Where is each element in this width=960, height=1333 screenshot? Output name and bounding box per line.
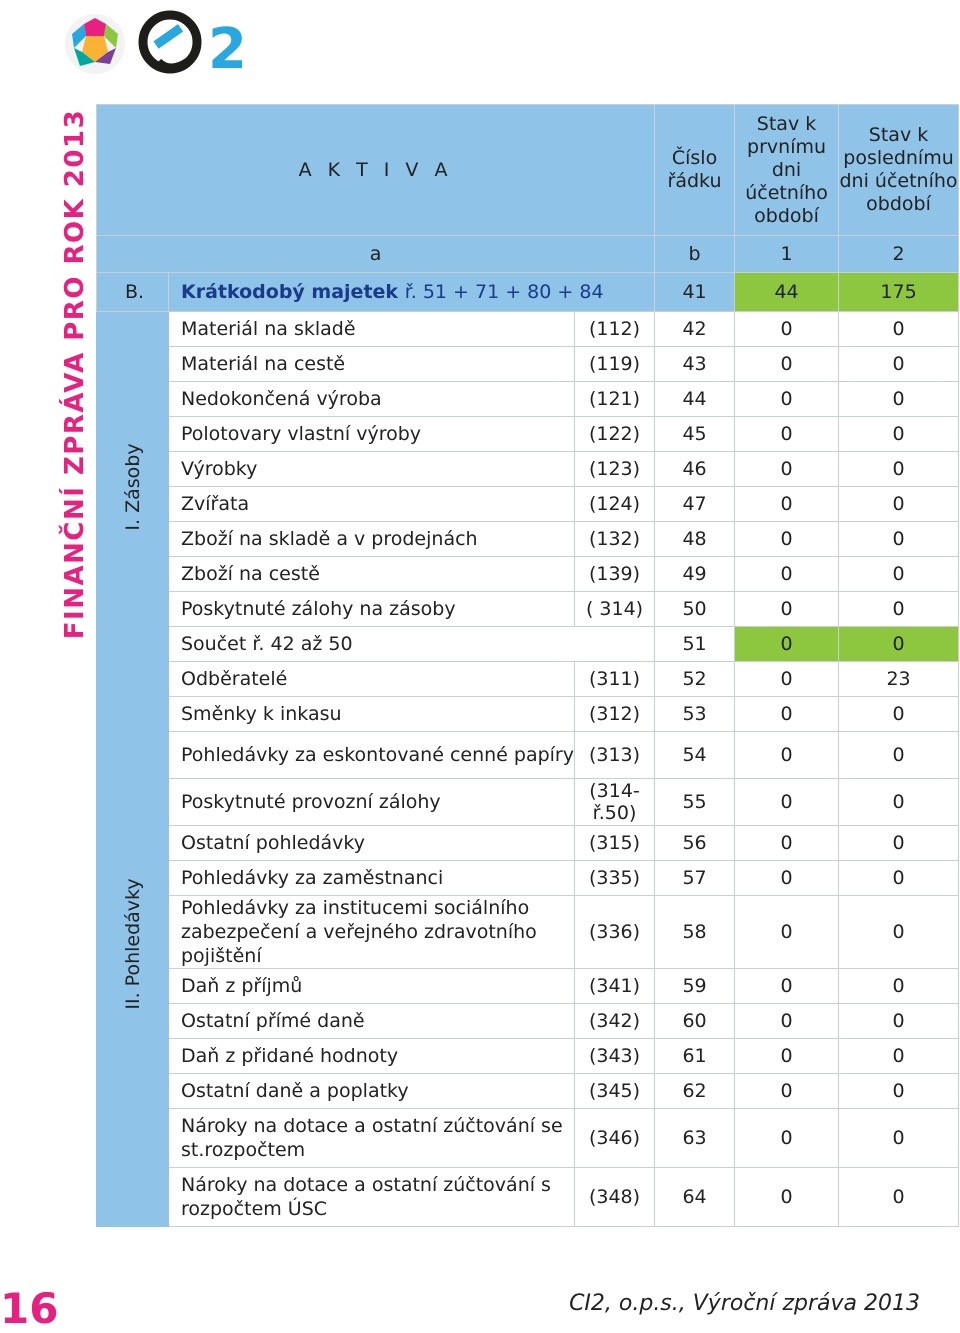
b-title-text: Krátkodobý majetek — [181, 281, 399, 303]
row-last: 0 — [839, 1074, 959, 1109]
footer-text: CI2, o.p.s., Výroční zpráva 2013 — [569, 1291, 920, 1316]
row-line: 47 — [655, 487, 735, 522]
row-last: 0 — [839, 417, 959, 452]
table-row — [97, 1039, 959, 1074]
row-first: 0 — [735, 1109, 839, 1168]
row-name: Ostatní daně a poplatky — [169, 1074, 575, 1109]
row-first: 0 — [735, 779, 839, 826]
aktiva-heading: A K T I V A — [97, 105, 655, 236]
table-row — [97, 861, 959, 896]
row-first: 0 — [735, 1004, 839, 1039]
row-first: 0 — [735, 592, 839, 627]
row-last: 0 — [839, 382, 959, 417]
page-number: 16 — [0, 1284, 59, 1333]
b-first: 44 — [735, 273, 839, 312]
row-first: 0 — [735, 627, 839, 662]
row-line: 50 — [655, 592, 735, 627]
col-line-heading: Číslo řádku — [655, 105, 735, 236]
table-row — [97, 1168, 959, 1227]
row-first: 0 — [735, 382, 839, 417]
svg-text:2: 2 — [208, 17, 247, 82]
row-last: 0 — [839, 861, 959, 896]
row-name: Nedokončená výroba — [169, 382, 575, 417]
sub-2: 2 — [839, 236, 959, 273]
row-first: 0 — [735, 826, 839, 861]
row-code: (312) — [575, 697, 655, 732]
row-code: (343) — [575, 1039, 655, 1074]
row-first: 0 — [735, 312, 839, 347]
b-last: 175 — [839, 273, 959, 312]
row-code: (311) — [575, 662, 655, 697]
row-last: 0 — [839, 826, 959, 861]
row-name: Polotovary vlastní výroby — [169, 417, 575, 452]
col-last-heading: Stav k poslednímu dni účetního období — [839, 105, 959, 236]
row-code: (123) — [575, 452, 655, 487]
row-first: 0 — [735, 487, 839, 522]
row-last: 0 — [839, 487, 959, 522]
assets-table — [96, 104, 959, 1227]
row-line: 54 — [655, 732, 735, 779]
row-line: 57 — [655, 861, 735, 896]
row-last: 0 — [839, 592, 959, 627]
row-name: Materiál na skladě — [169, 312, 575, 347]
row-last: 0 — [839, 347, 959, 382]
b-line: 41 — [655, 273, 735, 312]
table-row — [97, 1004, 959, 1039]
section-pohledavky-wrap — [97, 662, 168, 1226]
table-row — [97, 557, 959, 592]
table-row — [97, 522, 959, 557]
row-name: Odběratelé — [169, 662, 575, 697]
row-line: 52 — [655, 662, 735, 697]
row-line: 43 — [655, 347, 735, 382]
row-first: 0 — [735, 662, 839, 697]
row-name: Poskytnuté provozní zálohy — [169, 779, 575, 826]
row-name: Materiál na cestě — [169, 347, 575, 382]
row-last: 0 — [839, 452, 959, 487]
row-last: 0 — [839, 312, 959, 347]
table-row — [97, 1109, 959, 1168]
sub-a: a — [97, 236, 655, 273]
row-name: Zboží na skladě a v prodejnách — [169, 522, 575, 557]
row-code: (139) — [575, 557, 655, 592]
row-name: Nároky na dotace a ostatní zúčtování se st.rozpočtem — [169, 1109, 575, 1168]
row-last: 0 — [839, 732, 959, 779]
row-code: (314-ř.50) — [575, 779, 655, 826]
row-first: 0 — [735, 1074, 839, 1109]
current-assets-row — [97, 273, 959, 312]
row-last: 0 — [839, 627, 959, 662]
table-row — [97, 312, 959, 347]
row-line: 51 — [655, 627, 735, 662]
row-last: 0 — [839, 896, 959, 969]
row-first: 0 — [735, 417, 839, 452]
sum-label: Součet ř. 42 až 50 — [169, 627, 655, 662]
row-line: 59 — [655, 969, 735, 1004]
section-pohledavky-label: II. Pohledávky — [121, 878, 144, 1010]
row-name: Výrobky — [169, 452, 575, 487]
table-row — [97, 452, 959, 487]
row-code: (341) — [575, 969, 655, 1004]
table-row — [97, 896, 959, 969]
row-code: ( 314) — [575, 592, 655, 627]
row-line: 62 — [655, 1074, 735, 1109]
row-last: 0 — [839, 557, 959, 592]
row-code: (315) — [575, 826, 655, 861]
table-row — [97, 487, 959, 522]
row-name: Daň z příjmů — [169, 969, 575, 1004]
row-line: 60 — [655, 1004, 735, 1039]
row-first: 0 — [735, 697, 839, 732]
logo-ball-icon — [65, 14, 125, 74]
row-code: (132) — [575, 522, 655, 557]
row-first: 0 — [735, 1168, 839, 1227]
row-line: 56 — [655, 826, 735, 861]
row-first: 0 — [735, 522, 839, 557]
section-zasoby-wrap — [97, 312, 168, 661]
sub-1: 1 — [735, 236, 839, 273]
row-line: 48 — [655, 522, 735, 557]
b-label: B. — [97, 273, 169, 312]
row-first: 0 — [735, 732, 839, 779]
row-name: Daň z přidané hodnoty — [169, 1039, 575, 1074]
sub-b: b — [655, 236, 735, 273]
section-zasoby-label: I. Zásoby — [121, 442, 144, 531]
row-code: (112) — [575, 312, 655, 347]
row-line: 42 — [655, 312, 735, 347]
table-row — [97, 1074, 959, 1109]
table-row — [97, 382, 959, 417]
row-first: 0 — [735, 1039, 839, 1074]
b-formula: ř. 51 + 71 + 80 + 84 — [404, 281, 604, 303]
row-name: Nároky na dotace a ostatní zúčtování s rozpočtem ÚSC — [169, 1168, 575, 1227]
row-code: (124) — [575, 487, 655, 522]
row-code: (348) — [575, 1168, 655, 1227]
row-name: Poskytnuté zálohy na zásoby — [169, 592, 575, 627]
row-code: (122) — [575, 417, 655, 452]
row-line: 49 — [655, 557, 735, 592]
row-line: 53 — [655, 697, 735, 732]
b-title — [169, 273, 655, 312]
row-last: 0 — [839, 1004, 959, 1039]
row-line: 63 — [655, 1109, 735, 1168]
row-name: Pohledávky za institucemi sociálního zabezpečení a veřejného zdravotního pojištění — [169, 896, 575, 969]
side-title: FINANČNÍ ZPRÁVA PRO ROK 2013 — [60, 108, 90, 640]
row-code: (119) — [575, 347, 655, 382]
ci2-logo — [58, 4, 258, 84]
row-name: Zvířata — [169, 487, 575, 522]
row-line: 61 — [655, 1039, 735, 1074]
row-name: Pohledávky za zaměstnanci — [169, 861, 575, 896]
table-row — [97, 347, 959, 382]
row-last: 23 — [839, 662, 959, 697]
row-last: 0 — [839, 1168, 959, 1227]
row-code: (121) — [575, 382, 655, 417]
row-line: 55 — [655, 779, 735, 826]
row-line: 44 — [655, 382, 735, 417]
row-first: 0 — [735, 557, 839, 592]
row-first: 0 — [735, 969, 839, 1004]
row-first: 0 — [735, 347, 839, 382]
col-first-heading: Stav k prvnímu dni účetního období — [735, 105, 839, 236]
row-last: 0 — [839, 1039, 959, 1074]
row-last: 0 — [839, 1109, 959, 1168]
table-row — [97, 779, 959, 826]
header-row — [97, 105, 959, 236]
logo-ci2-mark — [143, 15, 247, 82]
row-line: 58 — [655, 896, 735, 969]
table-row — [97, 417, 959, 452]
section-zasoby — [97, 312, 169, 662]
table-row — [97, 969, 959, 1004]
header-sub-row — [97, 236, 959, 273]
row-name: Pohledávky za eskontované cenné papíry — [169, 732, 575, 779]
row-code: (336) — [575, 896, 655, 969]
row-first: 0 — [735, 861, 839, 896]
row-name: Směnky k inkasu — [169, 697, 575, 732]
row-code: (313) — [575, 732, 655, 779]
row-name: Ostatní přímé daně — [169, 1004, 575, 1039]
table-row — [97, 732, 959, 779]
row-name: Zboží na cestě — [169, 557, 575, 592]
row-code: (346) — [575, 1109, 655, 1168]
row-last: 0 — [839, 779, 959, 826]
row-last: 0 — [839, 697, 959, 732]
row-line: 45 — [655, 417, 735, 452]
row-last: 0 — [839, 969, 959, 1004]
row-first: 0 — [735, 896, 839, 969]
table-row — [97, 826, 959, 861]
row-code: (342) — [575, 1004, 655, 1039]
table-row — [97, 592, 959, 627]
row-name: Ostatní pohledávky — [169, 826, 575, 861]
table-row — [97, 697, 959, 732]
row-line: 64 — [655, 1168, 735, 1227]
row-code: (345) — [575, 1074, 655, 1109]
table-row — [97, 662, 959, 697]
section-pohledavky — [97, 662, 169, 1227]
row-code: (335) — [575, 861, 655, 896]
sum-row — [97, 627, 959, 662]
row-first: 0 — [735, 452, 839, 487]
row-last: 0 — [839, 522, 959, 557]
row-line: 46 — [655, 452, 735, 487]
